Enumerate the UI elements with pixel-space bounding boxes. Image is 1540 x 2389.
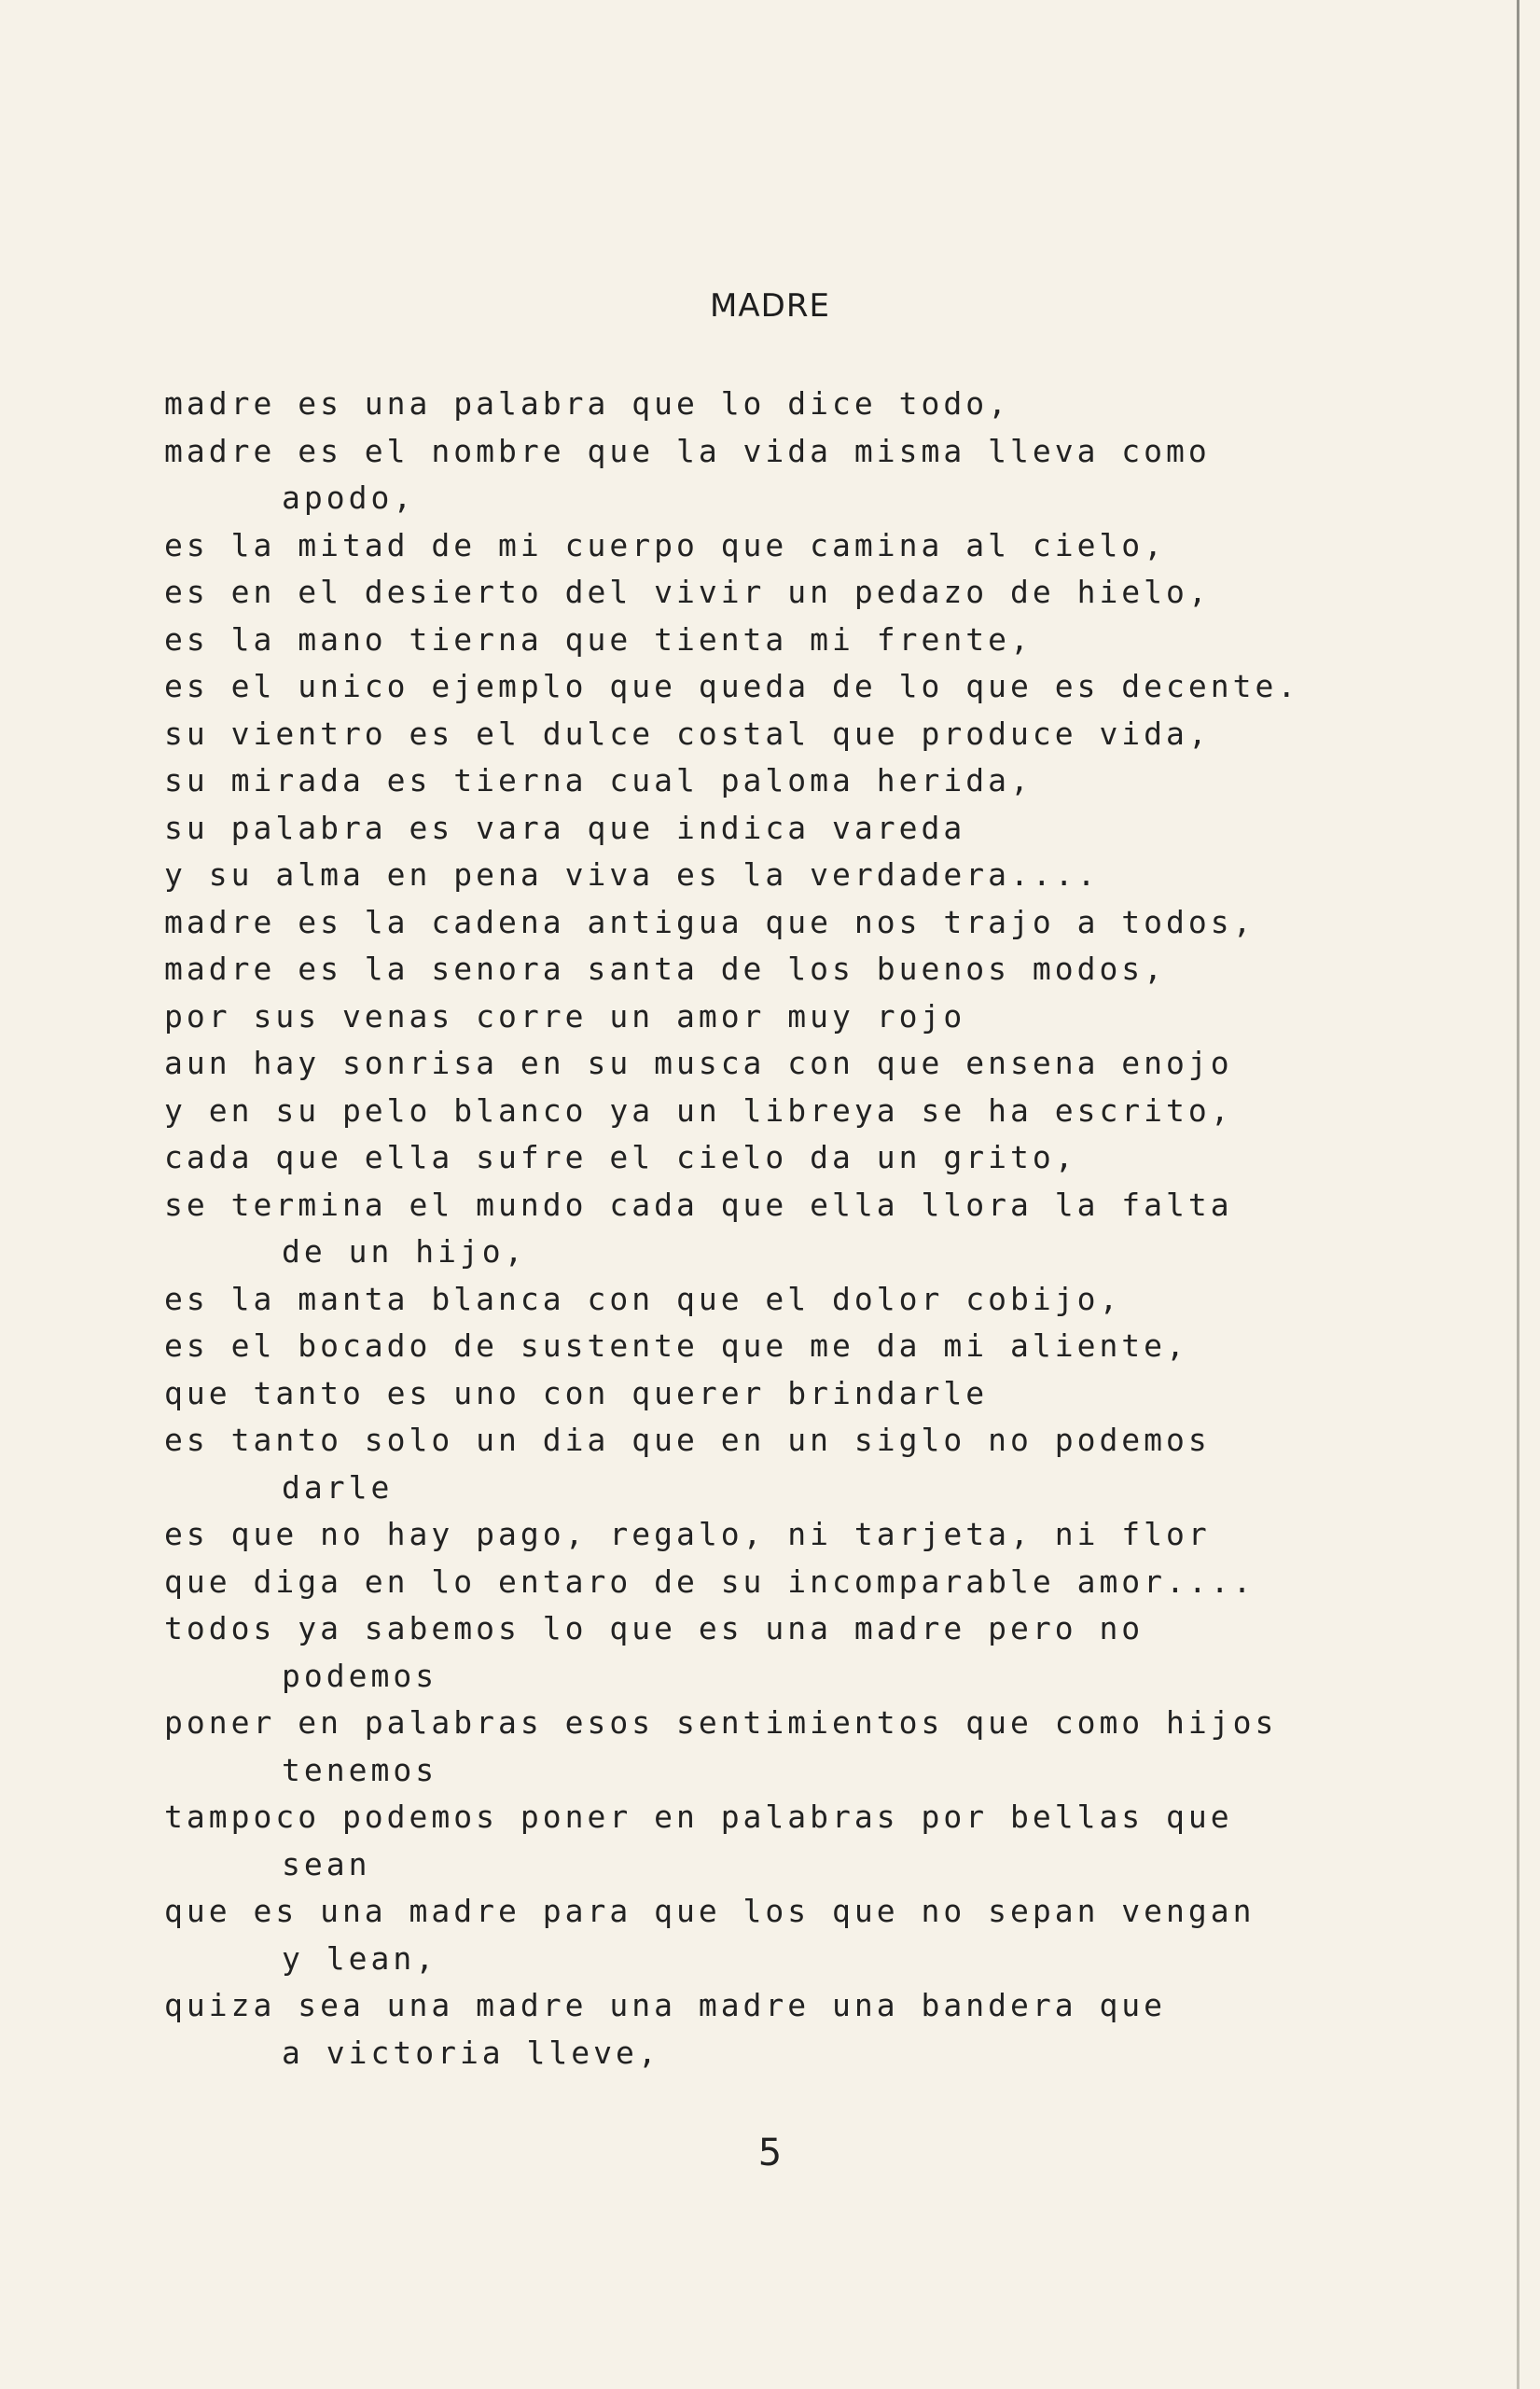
poem-line: es en el desierto del vivir un pedazo de hielo, [164, 574, 1211, 610]
poem-line: y su alma en pena viva es la verdadera.... [164, 856, 1100, 893]
poem-line: quiza sea una madre una madre una bandera que [164, 1987, 1167, 2023]
poem-line: tampoco podemos poner en palabras por bellas que [164, 1799, 1233, 1835]
page-number: 5 [757, 2132, 783, 2174]
poem-line: madre es la senora santa de los buenos modos, [164, 951, 1167, 987]
poem-line: madre es una palabra que lo dice todo, [164, 385, 1010, 422]
poem-line-continuation: podemos [282, 1657, 438, 1694]
poem-line: es que no hay pago, regalo, ni tarjeta, ni flor [164, 1516, 1211, 1552]
poem-line: poner en palabras esos sentimientos que como hijos [164, 1704, 1278, 1741]
poem-line-continuation: de un hijo, [282, 1233, 527, 1270]
poem-line: es la mitad de mi cuerpo que camina al cielo, [164, 526, 1167, 563]
poem-line-continuation: a victoria lleve, [282, 2034, 660, 2071]
poem-line: su palabra es vara que indica vareda [164, 809, 966, 846]
poem-line: que diga en lo entaro de su incomparable amor.... [164, 1563, 1256, 1600]
poem-line: madre es el nombre que la vida misma lleva como [164, 432, 1211, 469]
poem-line: aun hay sonrisa en su musca con que ensena enojo [164, 1045, 1233, 1081]
poem-line: es el unico ejemplo que queda de lo que es decente. [164, 668, 1300, 704]
poem-line: su vientro es el dulce costal que produce vida, [164, 715, 1211, 752]
poem-line: todos ya sabemos lo que es una madre pero no [164, 1610, 1145, 1646]
poem-line: es el bocado de sustente que me da mi aliente, [164, 1327, 1188, 1364]
poem-line-continuation: y lean, [282, 1939, 438, 1977]
poem-line: es la manta blanca con que el dolor cobijo, [164, 1280, 1122, 1317]
poem-line: es la mano tierna que tienta mi frente, [164, 620, 1033, 658]
poem-body [164, 381, 1367, 2076]
poem-line: por sus venas corre un amor muy rojo [164, 997, 966, 1035]
poem-line: es tanto solo un dia que en un siglo no podemos [164, 1422, 1211, 1458]
poem-line: que tanto es uno con querer brindarle [164, 1374, 989, 1411]
poem-line-continuation: sean [282, 1845, 371, 1882]
poem-line: cada que ella sufre el cielo da un grito, [164, 1139, 1077, 1175]
poem-title: MADRE [710, 287, 830, 325]
poem-line: que es una madre para que los que no sepan vengan [164, 1893, 1256, 1929]
poem-line: madre es la cadena antigua que nos trajo a todos, [164, 903, 1256, 940]
poem-line: y en su pelo blanco ya un libreya se ha escrito, [164, 1091, 1233, 1129]
poem-line-continuation: darle [282, 1468, 394, 1506]
poem-line-continuation: apodo, [282, 479, 416, 516]
poem-line: se termina el mundo cada que ella llora la falta [164, 1186, 1233, 1223]
poem-line-continuation: tenemos [282, 1751, 438, 1788]
poem-line: su mirada es tierna cual paloma herida, [164, 762, 1033, 799]
page-edge [1517, 0, 1519, 2389]
